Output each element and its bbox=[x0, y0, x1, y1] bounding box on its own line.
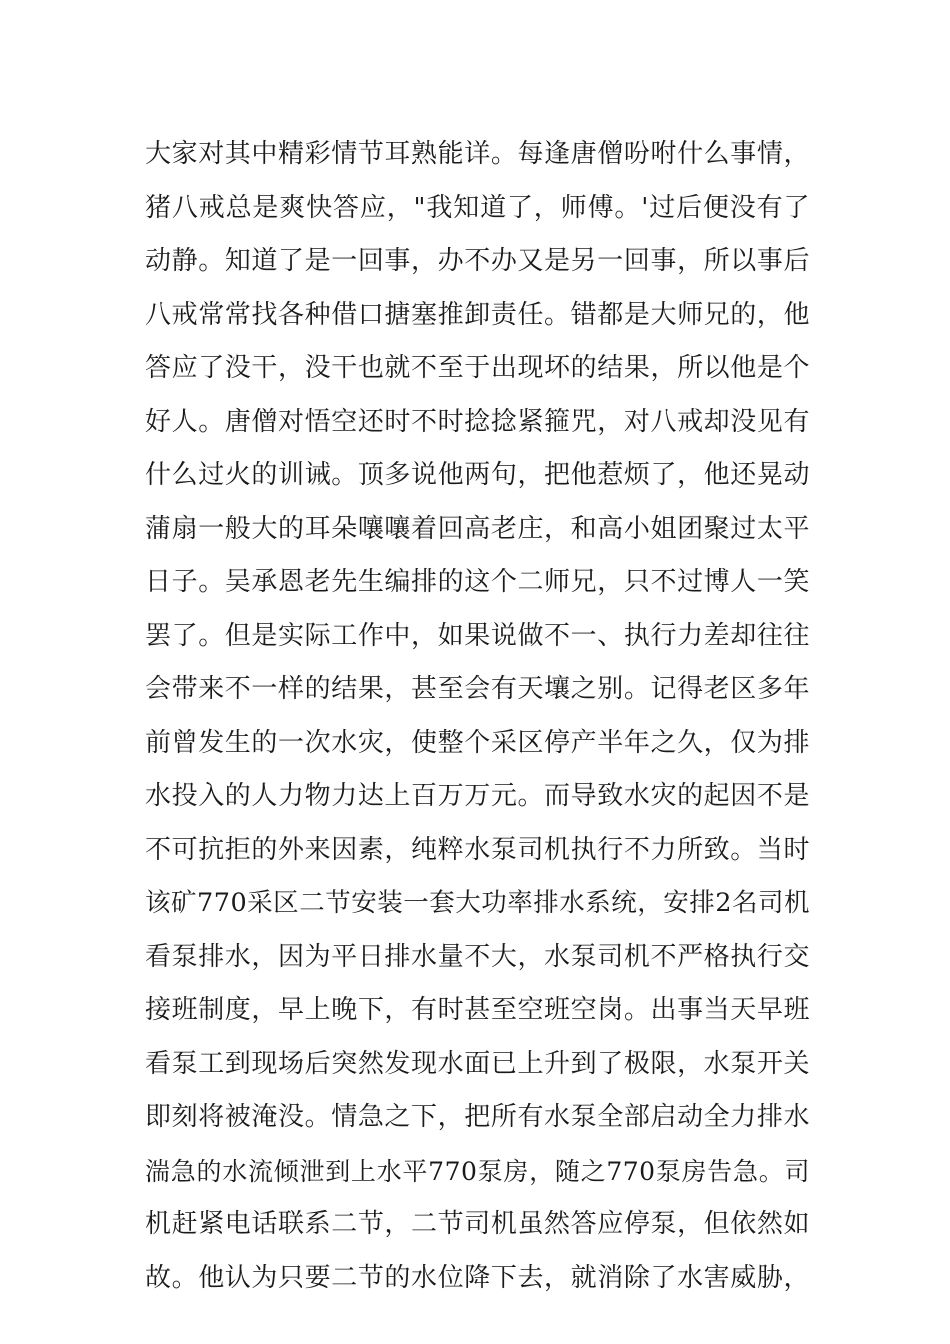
text-line: 好人。唐僧对悟空还时不时捻捻紧箍咒，对八戒却没见有 bbox=[145, 406, 810, 437]
text-line: 接班制度，早上晚下，有时甚至空班空岗。出事当天早班 bbox=[145, 995, 810, 1025]
text-line: 什么过火的训诫。顶多说他两句，把他惹烦了，他还晃动 bbox=[145, 460, 810, 490]
text-line: 机赶紧电话联系二节，二节司机虽然答应停泵，但依然如 bbox=[145, 1209, 810, 1239]
text-line: 前曾发生的一次水灾，使整个采区停产半年之久，仅为排 bbox=[145, 727, 810, 758]
body-text bbox=[145, 128, 810, 1305]
text-line: 故。他认为只要二节的水位降下去，就消除了水害威胁， bbox=[145, 1262, 810, 1293]
text-line: 即刻将被淹没。情急之下，把所有水泵全部启动全力排水 bbox=[145, 1102, 810, 1132]
text-line: 不可抗拒的外来因素，纯粹水泵司机执行不力所致。当时 bbox=[145, 834, 810, 865]
text-line: 该矿770采区二节安装一套大功率排水系统，安排2名司机 bbox=[145, 888, 810, 918]
text-line: 湍急的水流倾泄到上水平770泵房，随之770泵房告急。司 bbox=[145, 1156, 810, 1186]
text-line: 答应了没干，没干也就不至于出现坏的结果，所以他是个 bbox=[145, 353, 810, 383]
text-line: 罢了。但是实际工作中，如果说做不一、执行力差却往往 bbox=[145, 620, 810, 651]
text-line: 动静。知道了是一回事，办不办又是另一回事，所以事后 bbox=[145, 246, 810, 276]
text-line: 看泵工到现场后突然发现水面已上升到了极限，水泵开关 bbox=[145, 1048, 810, 1079]
text-line: 八戒常常找各种借口搪塞推卸责任。错都是大师兄的，他 bbox=[145, 299, 810, 330]
text-line: 日子。吴承恩老先生编排的这个二师兄，只不过博人一笑 bbox=[145, 567, 810, 597]
text-line: 猪八戒总是爽快答应，"我知道了，师傅。'过后便没有了 bbox=[145, 192, 810, 223]
text-line: 水投入的人力物力达上百万万元。而导致水灾的起因不是 bbox=[145, 781, 810, 811]
text-line: 蒲扇一般大的耳朵嚷嚷着回高老庄，和高小姐团聚过太平 bbox=[145, 513, 810, 544]
text-line: 会带来不一样的结果，甚至会有天壤之别。记得老区多年 bbox=[145, 674, 810, 704]
text-line: 大家对其中精彩情节耳熟能详。每逢唐僧吩咐什么事情， bbox=[145, 139, 810, 169]
text-line: 看泵排水，因为平日排水量不大，水泵司机不严格执行交 bbox=[145, 941, 810, 972]
